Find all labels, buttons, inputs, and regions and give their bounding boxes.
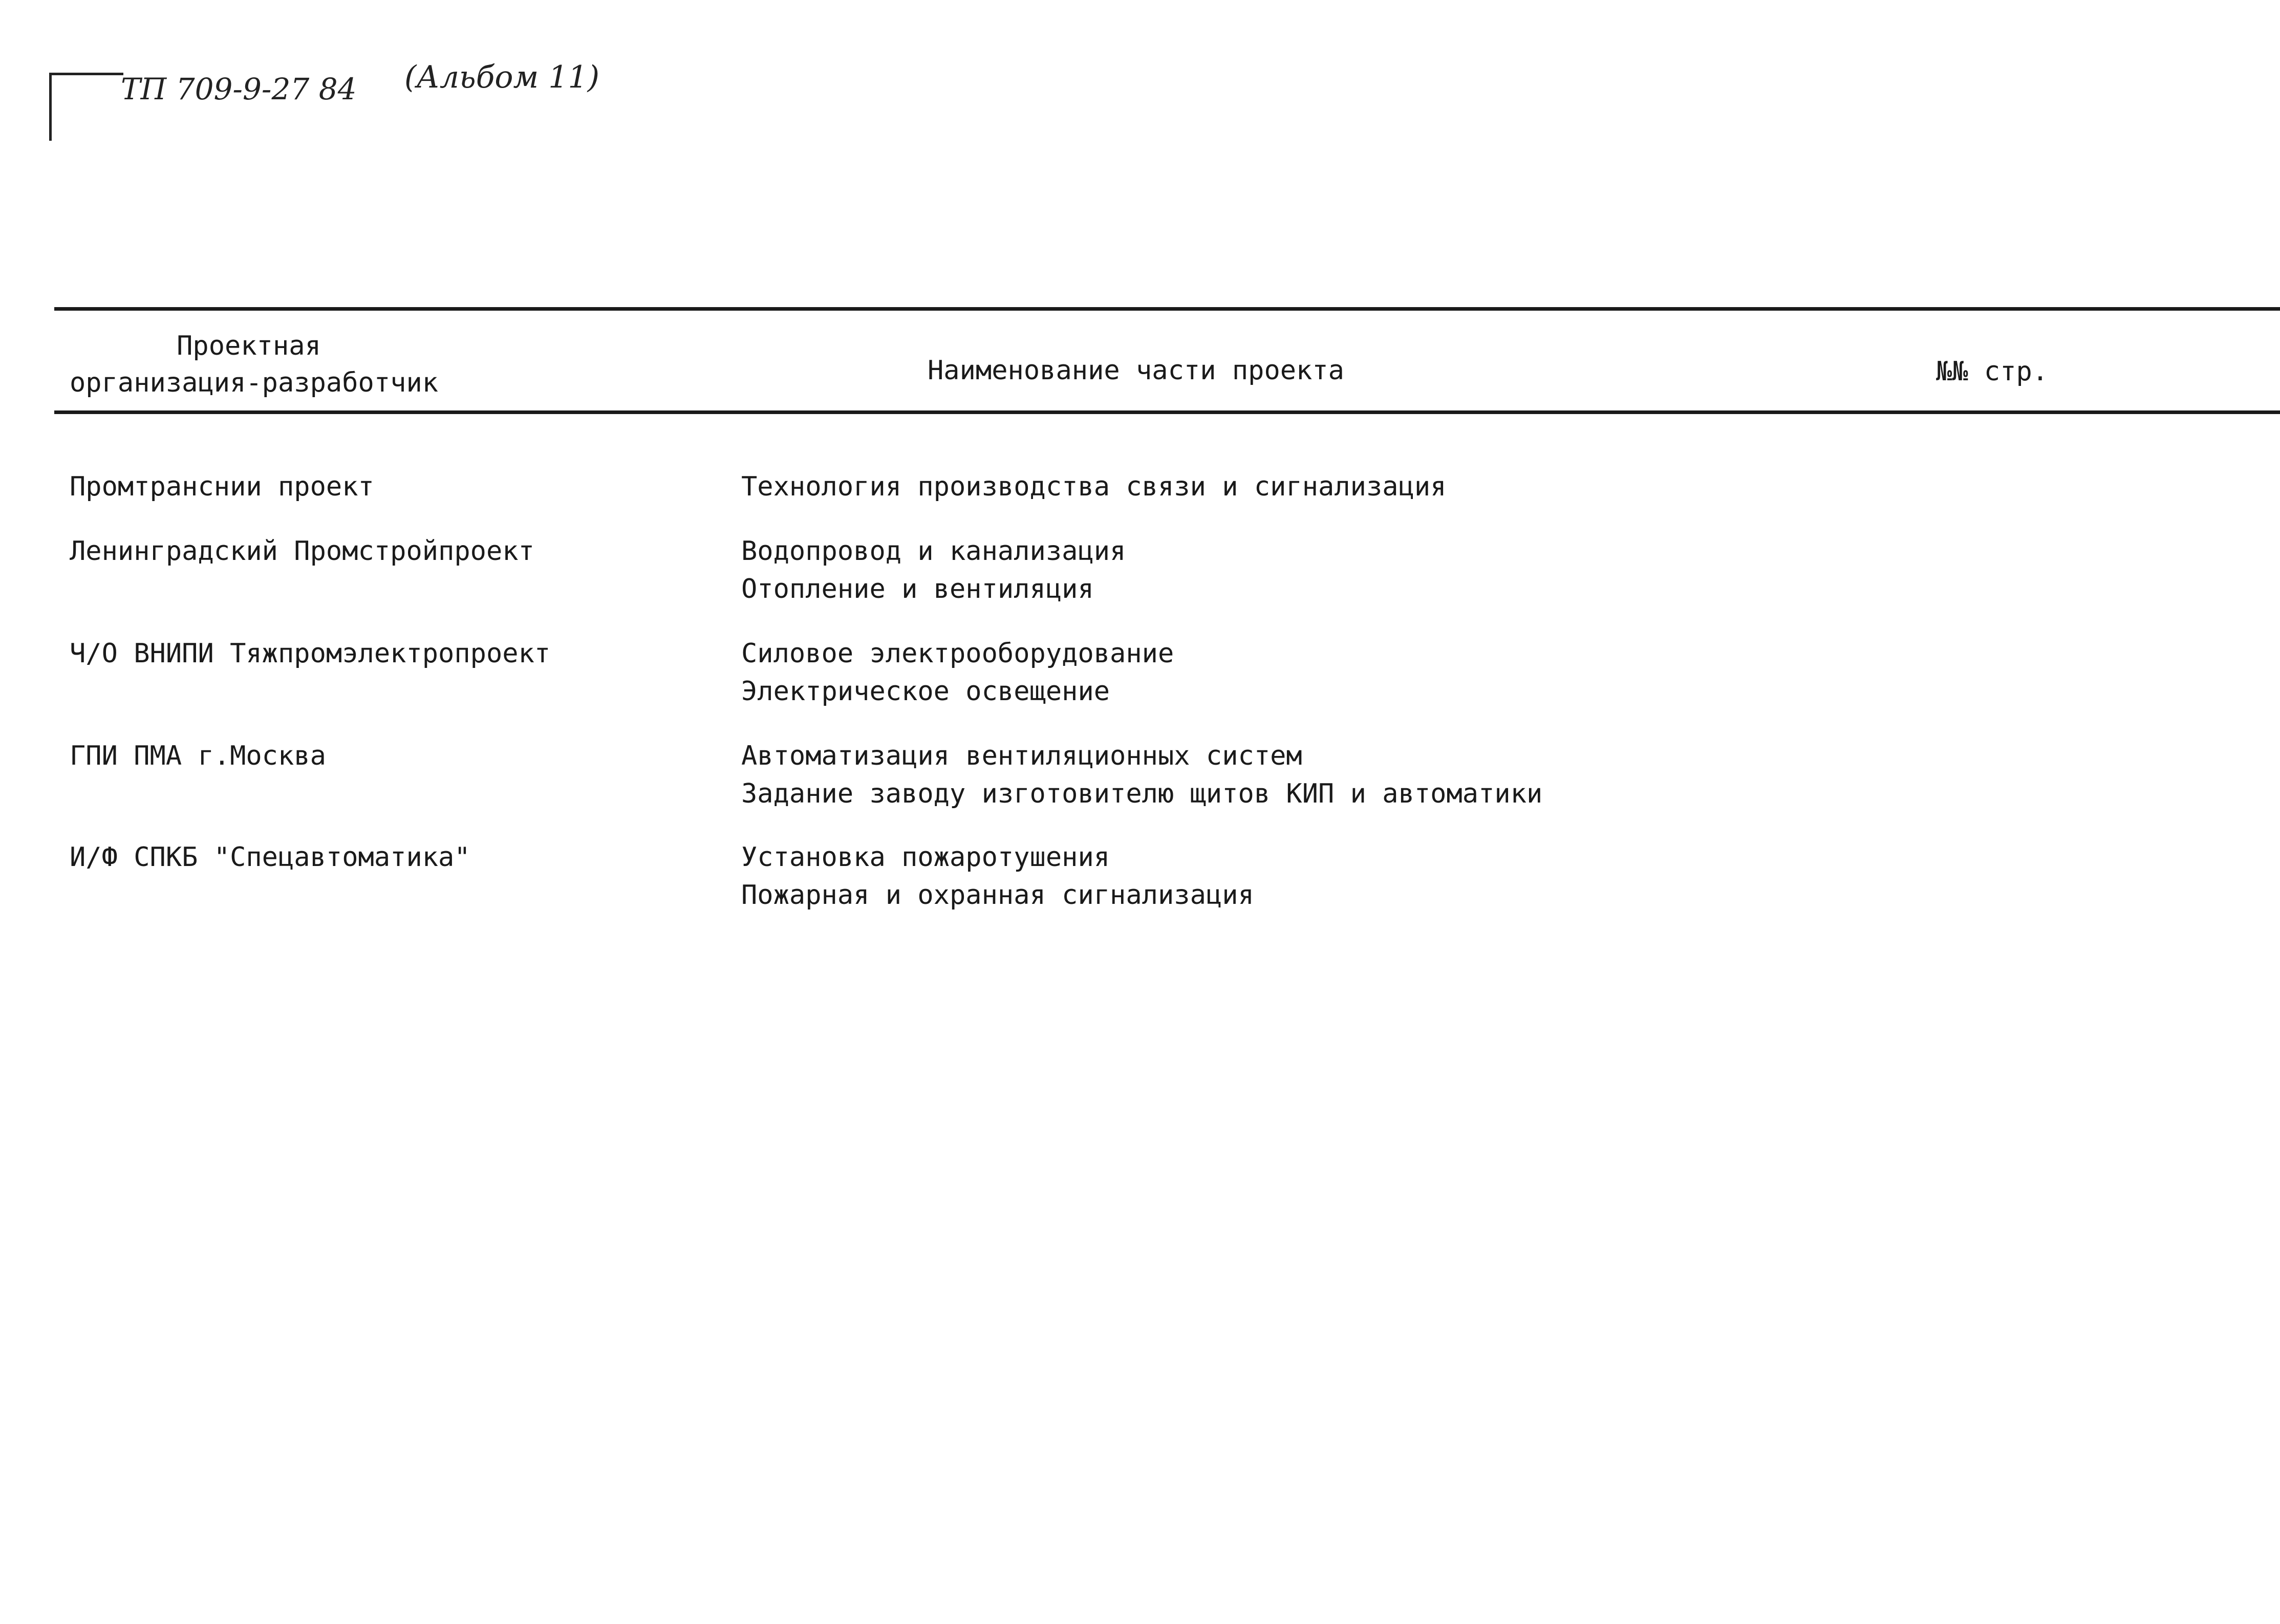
project-part: Пожарная и охранная сигнализация: [741, 880, 1254, 911]
project-part: Автоматизация вентиляционных систем: [741, 741, 1302, 771]
album-number: (Альбом 11): [404, 59, 600, 95]
project-parts-cell: [741, 635, 1174, 710]
project-part: Силовое электрооборудование: [741, 638, 1174, 669]
column-header-organization-line2: организация-разработчик: [70, 367, 439, 398]
document-code: ТП 709-9-27 84: [121, 72, 357, 106]
project-part: Задание заводу изготовителю щитов КИП и автоматики: [741, 778, 1543, 809]
column-header-part-name: Наименование части проекта: [928, 355, 1344, 386]
organization-cell: Ленинградский Промстройпроект: [70, 536, 534, 567]
project-parts-cell: [741, 838, 1254, 914]
column-header-page-number: №№ стр.: [1936, 356, 2049, 387]
column-header-organization-line1: Проектная: [177, 331, 321, 361]
project-part: Технология производства связи и сигнализация: [741, 471, 1447, 502]
organization-cell: Промтранснии проект: [70, 471, 374, 502]
project-parts-cell: [741, 737, 1542, 813]
organization-cell: Ч/О ВНИПИ Тяжпромэлектропроект: [70, 638, 551, 669]
project-parts-cell: [741, 468, 1447, 506]
organization-cell: ГПИ ПМА г.Москва: [70, 741, 326, 771]
column-header-organization: [70, 328, 439, 401]
project-part: Отопление и вентиляция: [741, 574, 1094, 604]
project-parts-cell: [741, 532, 1126, 608]
table-top-rule: [54, 307, 2280, 311]
organization-cell: И/Ф СПКБ "Спецавтоматика": [70, 842, 470, 873]
table-header-bottom-rule: [54, 410, 2280, 414]
project-part: Водопровод и канализация: [741, 536, 1126, 567]
project-part: Электрическое освещение: [741, 676, 1110, 707]
corner-frame-mark: [49, 73, 123, 141]
project-part: Установка пожаротушения: [741, 842, 1110, 873]
